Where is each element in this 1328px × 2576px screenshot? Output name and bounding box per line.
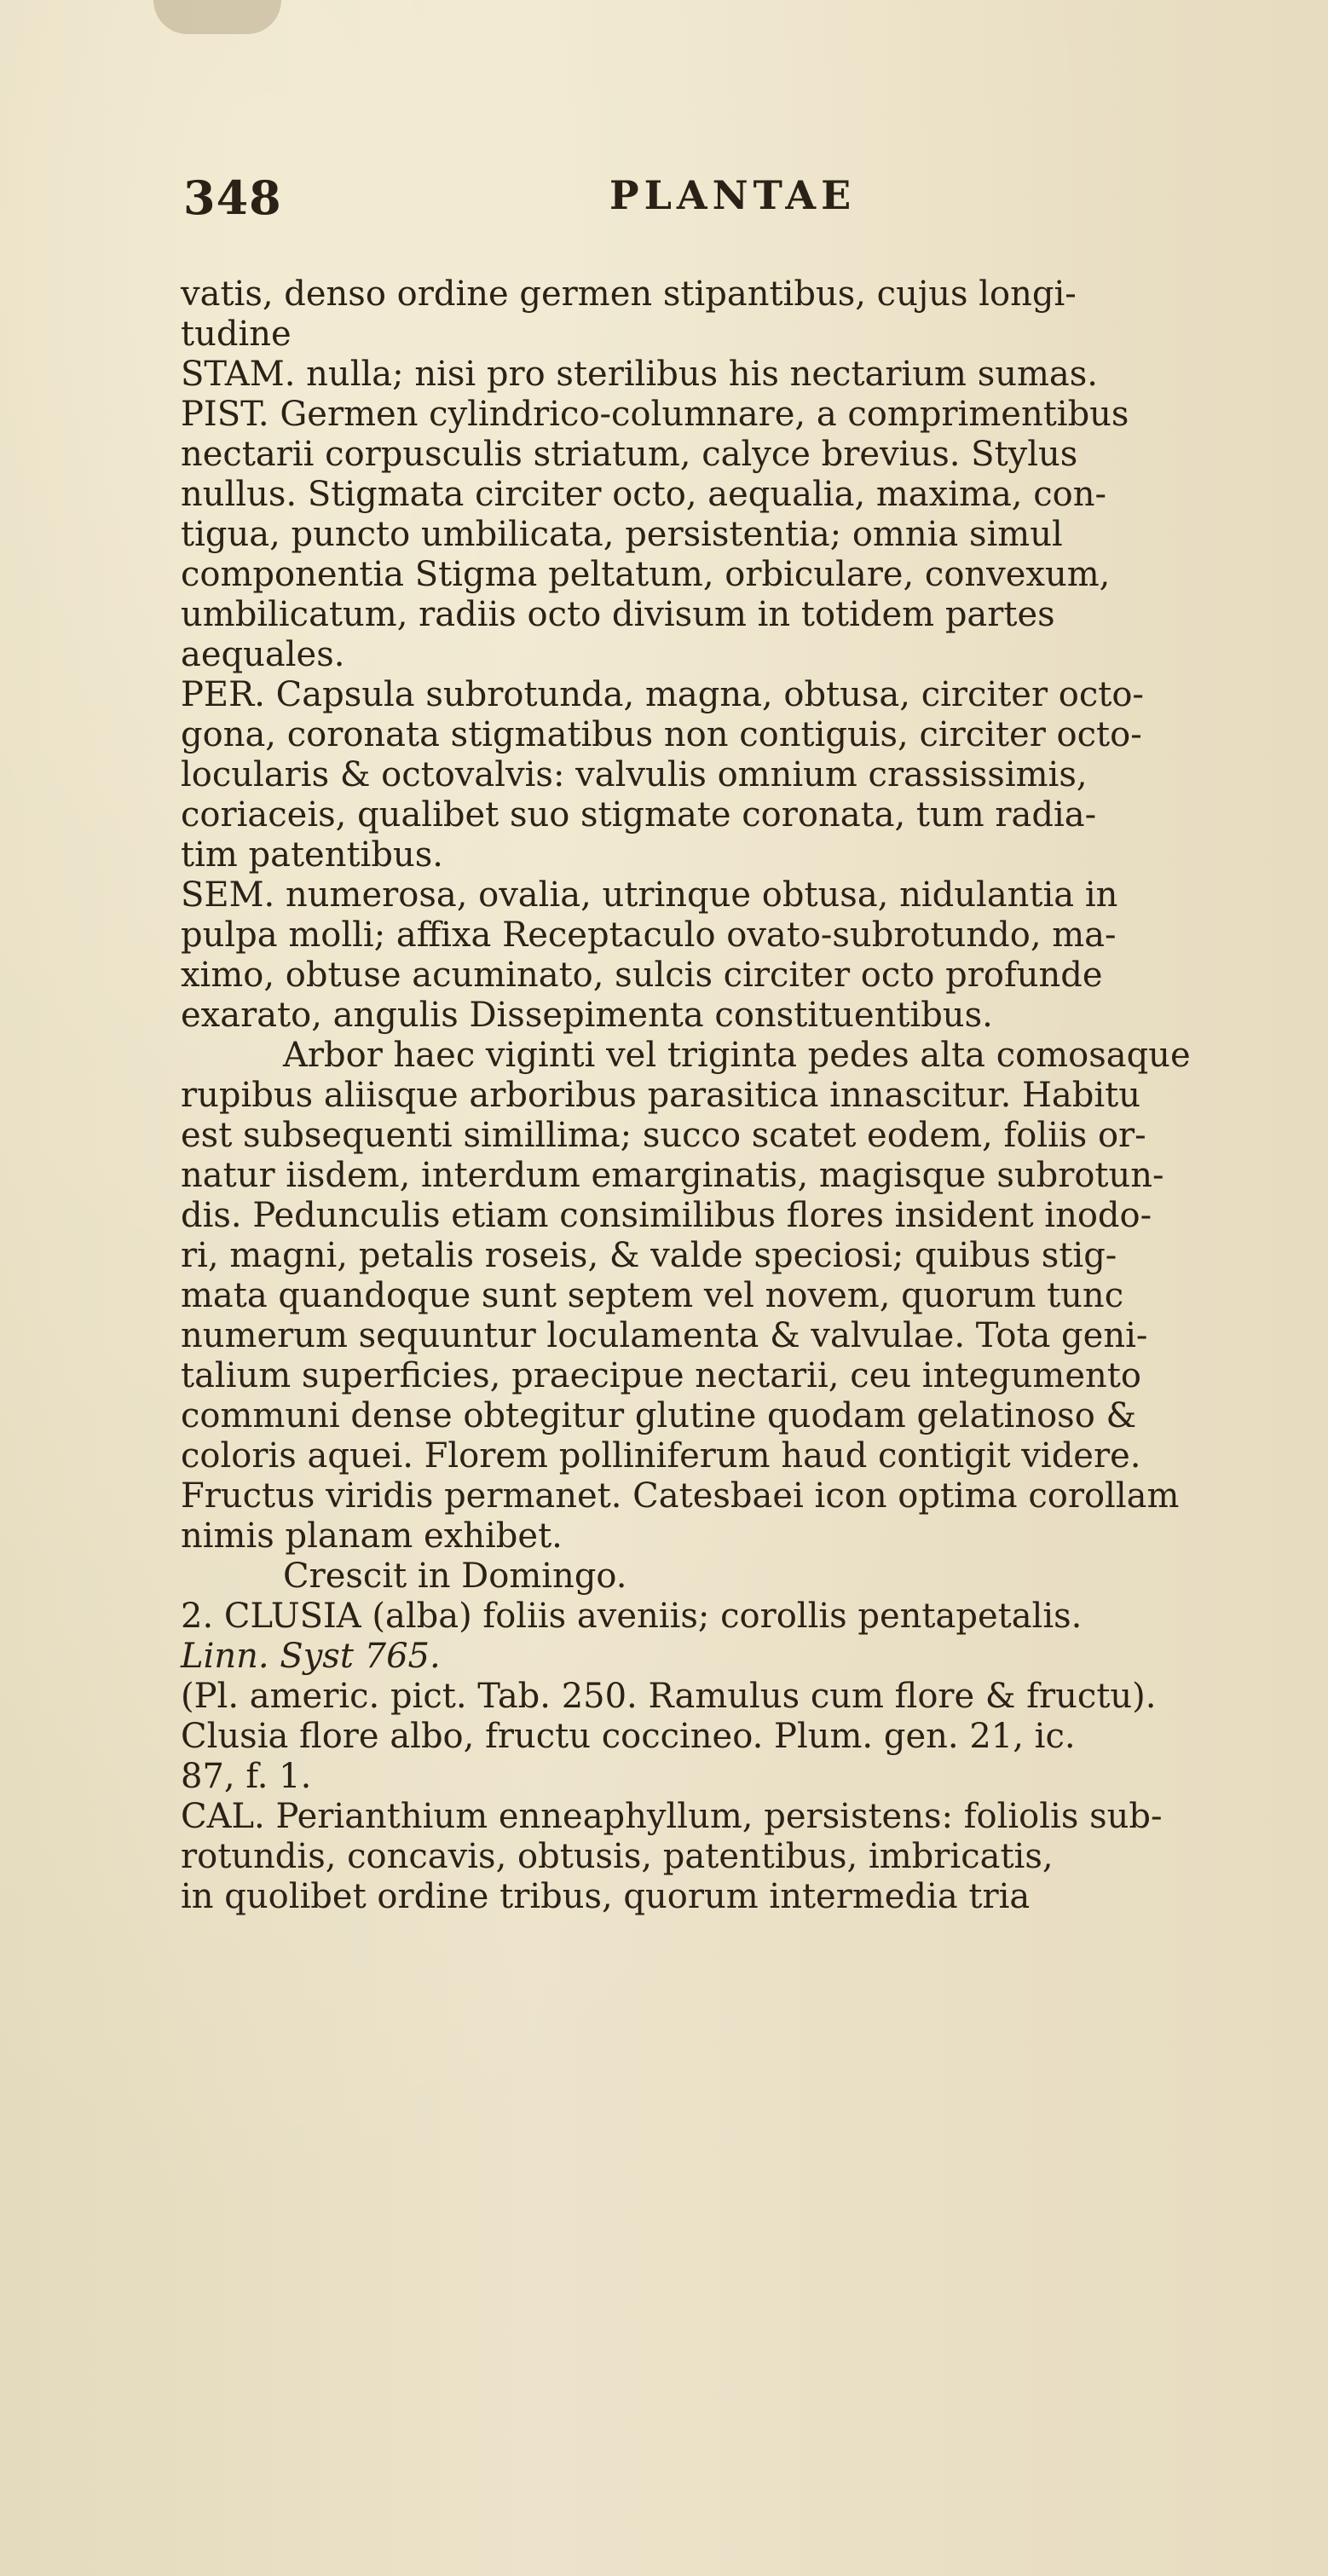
text-line: ximo, obtuse acuminato, sulcis circiter octo profunde	[181, 956, 1103, 995]
text-line: in quolibet ordine tribus, quorum intermedia tria	[181, 1877, 1031, 1916]
text-line: numerum sequuntur loculamenta & valvulae. Tota geni-	[181, 1316, 1148, 1355]
calyx-paragraph	[181, 1797, 1314, 1917]
text-line: coloris aquei. Florem polliniferum haud contigit videre.	[181, 1436, 1141, 1476]
text-line: dis. Pedunculis etiam consimilibus flores insident inodo-	[181, 1196, 1152, 1235]
text-line: pulpa molli; affixa Receptaculo ovato-subrotundo, ma-	[181, 915, 1117, 955]
text-line: tudine	[181, 315, 292, 354]
page-stain	[153, 0, 281, 34]
page-header	[183, 170, 1291, 230]
text-line: nectarii corpusculis striatum, calyce brevius. Stylus	[181, 435, 1078, 474]
text-line: aequales.	[181, 635, 345, 674]
text-line: ri, magni, petalis roseis, & valde speciosi; quibus stig-	[181, 1236, 1117, 1275]
text-line: nullus. Stigmata circiter octo, aequalia, maxima, con-	[181, 475, 1106, 514]
text-line: STAM. nulla; nisi pro sterilibus his nectarium sumas.	[181, 355, 1098, 394]
text-line: (Pl. americ. pict. Tab. 250. Ramulus cum flore & fructu).	[181, 1677, 1157, 1716]
text-line: communi dense obtegitur glutine quodam gelatinoso &	[181, 1396, 1137, 1435]
text-line: SEM. numerosa, ovalia, utrinque obtusa, nidulantia in	[181, 875, 1118, 915]
species-heading	[181, 1597, 1314, 1677]
text-line: 2. CLUSIA (alba) foliis aveniis; corollis pentapetalis.	[181, 1597, 1083, 1636]
body-text	[181, 274, 1314, 1917]
text-line: vatis, denso ordine germen stipantibus, cujus longi-	[181, 274, 1077, 314]
text-line: 87, f. 1.	[181, 1757, 312, 1796]
text-line: Fructus viridis permanet. Catesbaei icon optima corollam	[181, 1476, 1180, 1516]
text-line: nimis planam exhibet.	[181, 1516, 563, 1556]
text-line: PER. Capsula subrotunda, magna, obtusa, circiter octo-	[181, 675, 1144, 714]
pericarpium-paragraph	[181, 675, 1314, 875]
text-line: locularis & octovalvis: valvulis omnium crassissimis,	[181, 755, 1088, 794]
text-line: rupibus aliisque arboribus parasitica innascitur. Habitu	[181, 1076, 1140, 1115]
text-line: exarato, angulis Dissepimenta constituentibus.	[181, 996, 993, 1035]
arbor-paragraph	[181, 1036, 1314, 1557]
text-line: gona, coronata stigmatibus non contiguis, circiter octo-	[181, 715, 1142, 754]
text-line: rotundis, concavis, obtusis, patentibus, imbricatis,	[181, 1837, 1054, 1876]
running-head: PLANTAE	[609, 172, 857, 218]
crescit-line	[181, 1557, 1314, 1597]
text-line: CAL. Perianthium enneaphyllum, persistens: foliolis sub-	[181, 1797, 1163, 1836]
synonym-2	[181, 1717, 1314, 1797]
text-line: Arbor haec viginti vel triginta pedes alta comosaque	[283, 1036, 1191, 1075]
text-line: Clusia flore albo, fructu coccineo. Plum. gen. 21, ic.	[181, 1717, 1076, 1756]
text-line: natur iisdem, interdum emarginatis, magisque subrotun-	[181, 1156, 1164, 1195]
synonym-1	[181, 1677, 1314, 1717]
text-line: talium superficies, praecipue nectarii, ceu integumento	[181, 1356, 1141, 1395]
text-line: est subsequenti simillima; succo scatet eodem, foliis or-	[181, 1116, 1146, 1155]
text-line-1	[181, 274, 1314, 355]
text-line: mata quandoque sunt septem vel novem, quorum tunc	[181, 1276, 1124, 1315]
semina-paragraph	[181, 875, 1314, 1036]
text-line: componentia Stigma peltatum, orbiculare, convexum,	[181, 555, 1111, 594]
page-number: 348	[183, 170, 282, 225]
text-line: tim patentibus.	[181, 835, 443, 875]
pistillum-paragraph	[181, 395, 1314, 675]
text-line: PIST. Germen cylindrico-columnare, a comprimentibus	[181, 395, 1129, 434]
text-line: tigua, puncto umbilicata, persistentia; omnia simul	[181, 515, 1063, 554]
text-line: Crescit in Domingo.	[283, 1557, 627, 1596]
text-line: coriaceis, qualibet suo stigmate coronata, tum radia-	[181, 795, 1097, 835]
text-line: umbilicatum, radiis octo divisum in totidem partes	[181, 595, 1055, 634]
text-line: Linn. Syst 765.	[181, 1637, 441, 1676]
stamina-paragraph	[181, 355, 1314, 395]
